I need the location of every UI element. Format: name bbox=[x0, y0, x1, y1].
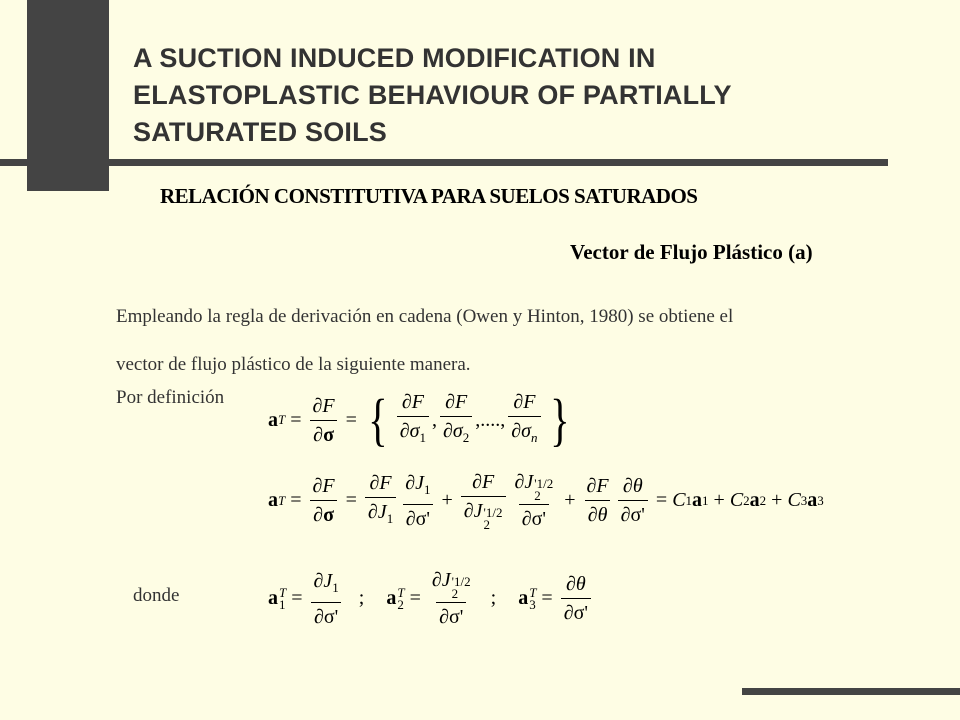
body-line-2: vector de flujo plástico de la siguiente manera. bbox=[116, 354, 471, 375]
title-line-2: ELASTOPLASTIC BEHAVIOUR OF PARTIALLY bbox=[133, 80, 732, 110]
title-line-1: A SUCTION INDUCED MODIFICATION IN bbox=[133, 43, 656, 73]
label-por-definicion: Por definición bbox=[116, 387, 225, 408]
label-donde: donde bbox=[133, 585, 180, 606]
title-line-3: SATURATED SOILS bbox=[133, 117, 388, 147]
footer-divider bbox=[742, 688, 960, 695]
slide-title bbox=[133, 40, 893, 151]
section-heading: Vector de Flujo Plástico (a) bbox=[570, 240, 813, 264]
body-paragraph bbox=[116, 293, 916, 389]
equation-components: a T 1 = $\frac{\partial J_1}{\partial\sigma'}$ ; a T 2 = ∂J '1/2 2 ∂σ' ; a T 3 = $\frac{\partial\theta}{\partial\sigma'}$ bbox=[268, 568, 594, 629]
slide-subtitle: RELACIÓN CONSTITUTIVA PARA SUELOS SATURADOS bbox=[160, 184, 698, 208]
equation-definition: a T = $\frac{\partial F}{\partial\sigma}$ = { $\frac{\partial F}{\partial\sigma_1}$ , $\frac{\partial F}{\partial\sigma_2}$ ,...., $\frac{\partial F}{\partial\sigma_n}$ } bbox=[268, 387, 570, 452]
equation-chain-rule: a T = $\frac{\partial F}{\partial\sigma}$ = $\frac{\partial F}{\partial J_1}$ $\frac{\partial J_1}{\partial\sigma'}$ + ∂F ∂J '1/2 2 ∂J '1/2 2 ∂σ' + $\frac{\partial F}{\partial\theta}$ $\frac{\partial\theta}{\partial\sigma'}$ = C 1 a 1 + C 2 a 2 + C 3 a 3 bbox=[268, 471, 824, 532]
title-divider bbox=[0, 159, 888, 166]
body-line-1: Empleando la regla de derivación en cadena (Owen y Hinton, 1980) se obtiene el bbox=[116, 306, 734, 327]
